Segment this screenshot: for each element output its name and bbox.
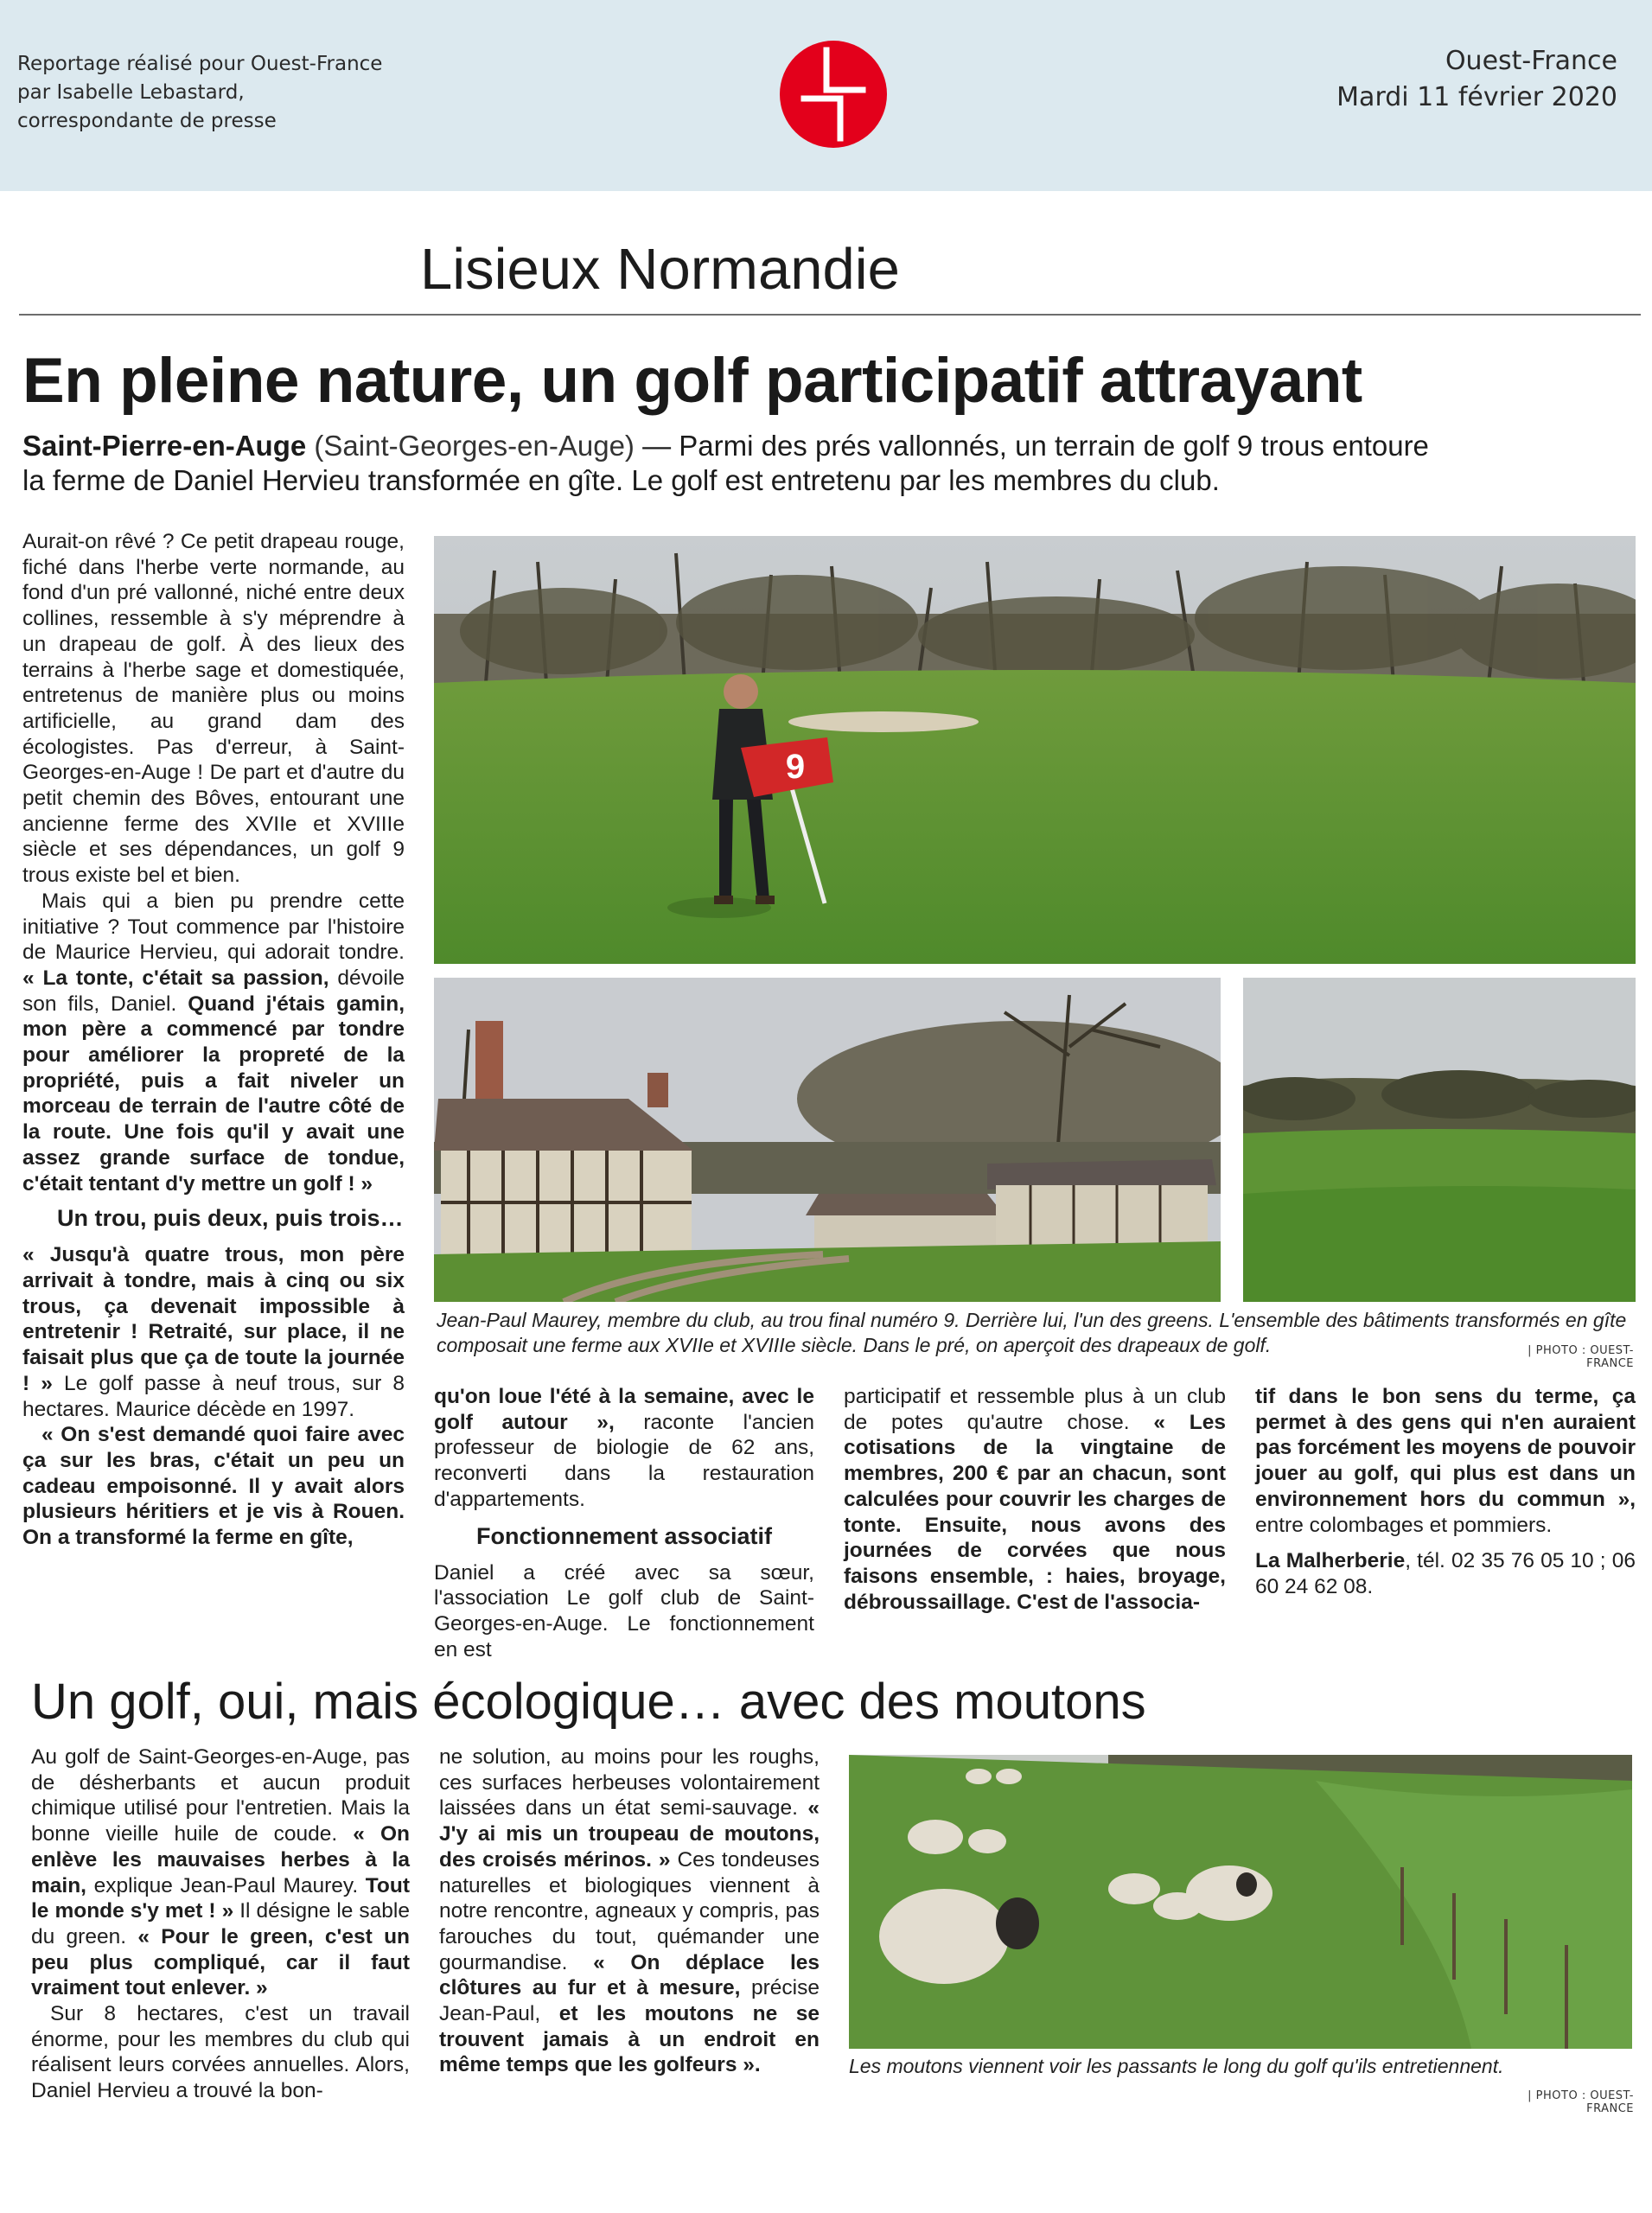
quote-run: « La tonte, c'était sa passion, (22, 966, 329, 990)
photo-farmhouse (434, 978, 1221, 1302)
photo-golfer-flag (434, 536, 1636, 964)
article1-column-4 (1255, 1384, 1636, 1600)
section-rule (19, 314, 1641, 316)
subheading: Un trou, puis deux, puis trois… (57, 1205, 404, 1232)
contact-phone: , tél. 02 35 76 05 10 ; 06 60 24 62 08. (1255, 1549, 1636, 1598)
article1-column-2 (434, 1384, 814, 1662)
quote-run: « On s'est demandé quoi faire avec ça sur les bras, c'était un peu un cadeau empoisonné. Il y avait alors plusieurs héritiers et je vis à Rouen. On a transformé la ferme en gîte, (22, 1423, 405, 1550)
flag-number: 9 (785, 748, 806, 786)
quote-run: Quand j'étais gamin, mon père a commencé par tondre pour améliorer la propreté de la propriété, puis a fait niveler un morceau de terrain de l'autre côté de la route. Une fois qu'il y avait une assez grande surface de tondue, c'était tentant d'y mettre un golf ! » (22, 992, 405, 1196)
paragraph: Sur 8 hectares, c'est un travail énorme, pour les membres du club qui réalisent leurs corvées annuelles. Alors, Daniel Hervieu a trouvé la bon- (31, 2002, 410, 2103)
paragraph (22, 1422, 405, 1551)
photo-sheep (849, 1755, 1632, 2049)
quote-run: tif dans le bon sens du terme, ça permet à des gens qui n'en auraient pas forcément les moyens de pouvoir jouer au golf, qui plus est dans un environnement hors du commun », (1255, 1385, 1636, 1511)
quote-run: « On déplace les clôtures au fur et à mesure, (439, 1950, 820, 2000)
contact-name: La Malherberie (1255, 1549, 1406, 1573)
text-run: Le golf passe à neuf trous, sur 8 hectares. Maurice décède en 1997. (22, 1371, 405, 1421)
text-run: raconte l'ancien professeur de biologie de 62 ans, reconverti dans la restauration d'appartements. (434, 1410, 814, 1511)
byline-line: par Isabelle Lebastard, (17, 81, 245, 104)
paragraph (31, 1744, 410, 2001)
quote-run: « On enlève les mauvaises herbes à la main, (31, 1822, 410, 1897)
text-run: ne solution, au moins pour les roughs, ces surfaces herbeuses volontairement laissées dans un état semi-sauvage. (439, 1745, 820, 1821)
byline-line: correspondante de presse (17, 110, 277, 132)
lead-place: Saint-Pierre-en-Auge (22, 430, 307, 462)
article-headline: En pleine nature, un golf participatif attrayant (22, 346, 1362, 416)
paragraph (1255, 1384, 1636, 1538)
sheep-credit: | PHOTO : OUEST-FRANCE (1528, 2089, 1634, 2115)
article2-headline: Un golf, oui, mais écologique… avec des moutons (31, 1674, 1146, 1730)
text-run: explique Jean-Paul Maurey. (86, 1873, 366, 1897)
text-run: Au golf de Saint-Georges-en-Auge, pas de désherbants et aucun produit chimique utilisé pour l'entretien. Mais la bonne vieille huile de coude. (31, 1745, 410, 1846)
publication-date: Mardi 11 février 2020 (1336, 82, 1617, 112)
photo-field (1243, 978, 1636, 1302)
article-lead (22, 429, 1457, 498)
paragraph (1255, 1548, 1636, 1599)
text-run: dévoile son fils, Daniel. (22, 966, 405, 1016)
paragraph (439, 1744, 820, 2078)
quote-run: Tout le monde s'y met ! » (31, 1873, 410, 1923)
paragraph: Daniel a créé avec sa sœur, l'association Le golf club de Saint-Georges-en-Auge. Le fonctionnement en est (434, 1560, 814, 1661)
article1-column-1 (22, 529, 405, 1551)
sheep-caption: Les moutons viennent voir les passants le long du golf qu'ils entretiennent. (849, 2055, 1504, 2077)
quote-run: et les moutons ne se trouvent jamais à un endroit en même temps que les golfeurs ». (439, 2002, 820, 2077)
publication-name: Ouest-France (1445, 46, 1617, 76)
text-run: Mais qui a bien pu prendre cette initiative ? Tout commence par l'histoire de Maurice Hervieu, qui adorait tondre. (22, 889, 405, 965)
header-band (0, 0, 1652, 191)
publication-info (1185, 43, 1617, 116)
paragraph (844, 1384, 1226, 1615)
byline-line: Reportage réalisé pour Ouest-France (17, 53, 383, 75)
article2-column-1 (31, 1744, 410, 2104)
quote-run: « J'y ai mis un troupeau de moutons, des croisés mérinos. » (439, 1796, 820, 1872)
quote-run: « Jusqu'à quatre trous, mon père arrivait à tondre, mais à cinq ou six trous, ça devenait impossible à entretenir ! Retraité, sur place, il ne faisait plus que ça de toute la journée ! » (22, 1243, 405, 1395)
paragraph (434, 1384, 814, 1513)
photo-credit: | PHOTO : OUEST-FRANCE (1528, 1344, 1634, 1370)
article1-column-3 (844, 1384, 1226, 1615)
paragraph (22, 1242, 405, 1422)
quote-run: qu'on loue l'été à la semaine, avec le golf autour », (434, 1385, 814, 1434)
subheading: Fonctionnement associatif (475, 1522, 773, 1549)
photo-caption: Jean-Paul Maurey, membre du club, au trou final numéro 9. Derrière lui, l'un des greens. L'ensemble des bâtiments transformés en gîte composait une ferme aux XVIIe et XVIIIe siècle. Dans le pré, on aperçoit des drapeaux de golf. (437, 1309, 1627, 1356)
byline (17, 50, 467, 136)
text-run: Ces tondeuses naturelles et biologiques viennent à notre rencontre, agneaux y compris, pas farouches du tout, quémander une gourmandise. (439, 1847, 820, 1974)
lead-subplace: (Saint-Georges-en-Auge) (306, 430, 635, 462)
text-run: Il désigne le sable du green. (31, 1899, 410, 1948)
quote-run: « Pour le green, c'est un peu plus compliqué, car il faut vraiment tout enlever. » (31, 1924, 411, 2000)
quote-run: « Les cotisations de la vingtaine de membres, 200 € par an chacun, sont calculées pour couvrir les charges de tonte. Ensuite, nous avons des journées de corvées que nous faisons ensemble, : haies, broyage, débroussaillage. C'est de l'associa- (844, 1410, 1227, 1614)
text-run: entre colombages et pommiers. (1255, 1513, 1553, 1537)
section-title: Lisieux Normandie (420, 237, 900, 302)
text-run: participatif et ressemble plus à un club de potes qu'autre chose. (844, 1385, 1226, 1434)
paragraph: Aurait-on rêvé ? Ce petit drapeau rouge, fiché dans l'herbe verte normande, au fond d'un pré vallonné, niché entre deux collines, ressemble à s'y méprendre à un drapeau de golf. À des lieux des terrains à l'herbe sage et domestiquée, entretenus de manière plus ou moins artificielle, au grand dam des écologistes. Pas d'erreur, à Saint-Georges-en-Auge ! De part et d'autre du petit chemin des Bôves, entourant une ancienne ferme des XVIIe et XVIIIe siècle et ses dépendances, un golf 9 trous existe bel et bien. (22, 530, 405, 888)
ouest-france-logo-icon (779, 40, 888, 149)
text-run: précise Jean-Paul, (439, 1976, 820, 2026)
paragraph (22, 889, 405, 1196)
lead-text: — Parmi des prés vallonnés, un terrain de golf 9 trous entoure la ferme de Daniel Hervieu transformée en gîte. Le golf est entretenu par les membres du club. (22, 430, 1429, 496)
article2-column-2 (439, 1744, 820, 2078)
